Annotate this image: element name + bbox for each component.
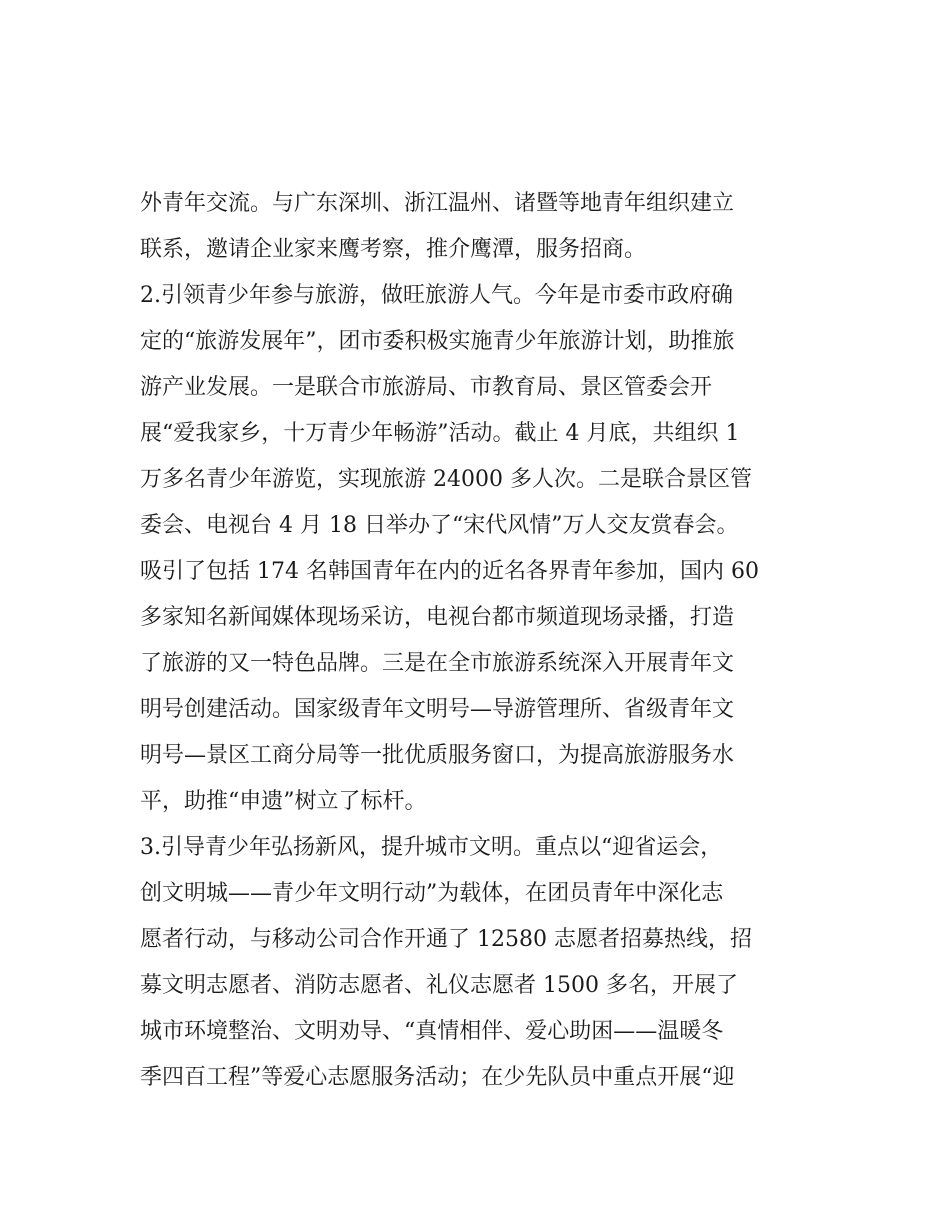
text-line: 游产业发展。一是联合市旅游局、市教育局、景区管委会开: [140, 375, 713, 400]
text-line: 城市环境整治、文明劝导、“真情相伴、爱心助困——温暖冬: [140, 1019, 724, 1044]
text-line: 展“爱我家乡，十万青少年畅游”活动。截止 4 月底，共组织 1: [140, 421, 740, 446]
text-line: 定的“旅游发展年”，团市委积极实施青少年旅游计划，助推旅: [140, 329, 735, 354]
text-line: 季四百工程”等爱心志愿服务活动；在少先队员中重点开展“迎: [140, 1065, 735, 1090]
text-line: 明号创建活动。国家级青年文明号—导游管理所、省级青年文: [140, 697, 735, 722]
text-line: 了旅游的又一特色品牌。三是在全市旅游系统深入开展青年文: [140, 651, 735, 676]
text-line: 2.引领青少年参与旅游，做旺旅游人气。今年是市委市政府确: [140, 283, 733, 308]
text-line: 多家知名新闻媒体现场采访，电视台都市频道现场录播，打造: [140, 605, 735, 630]
text-line: 愿者行动，与移动公司合作开通了 12580 志愿者招募热线，招: [140, 927, 752, 952]
text-line: 万多名青少年游览，实现旅游 24000 多人次。二是联合景区管: [140, 467, 752, 492]
text-line: 联系，邀请企业家来鹰考察，推介鹰潭，服务招商。: [140, 237, 647, 262]
text-line: 募文明志愿者、消防志愿者、礼仪志愿者 1500 多名，开展了: [140, 973, 738, 998]
text-line: 委会、电视台 4 月 18 日举办了“宋代风情”万人交友赏春会。: [140, 513, 739, 538]
text-line: 明号—景区工商分局等一批优质服务窗口，为提高旅游服务水: [140, 743, 735, 768]
text-line: 外青年交流。与广东深圳、浙江温州、诸暨等地青年组织建立: [140, 191, 735, 216]
text-line: 吸引了包括 174 名韩国青年在内的近名各界青年参加，国内 60: [140, 559, 759, 584]
text-line: 3.引导青少年弘扬新风，提升城市文明。重点以“迎省运会，: [140, 835, 723, 860]
text-line: 创文明城——青少年文明行动”为载体，在团员青年中深化志: [140, 881, 724, 906]
text-line: 平，助推“申遗”树立了标杆。: [140, 789, 427, 814]
